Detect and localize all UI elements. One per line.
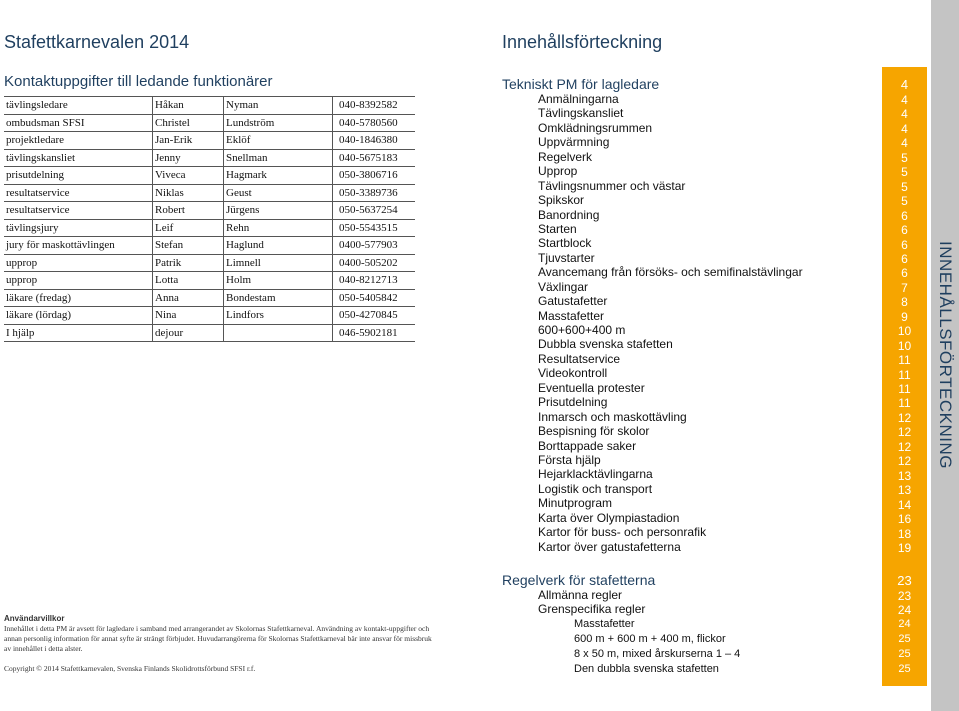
toc-item[interactable]: Omklädningsrummen	[538, 120, 653, 135]
contact-row	[4, 97, 415, 115]
terms-text: Innehållet i detta PM är avsett för lagledare i samband med arrangerandet av Skolornas Stafettkarneval. Användning av kontakt-uppgifter och annan personlig information för annat syfte är strängt förbjudet. Huvudarrangörerna för Skolornas Stafettkarneval bär inte ansvar för missbruk av innehållet i detta alster.	[4, 624, 432, 653]
contact-first: dejour	[153, 324, 224, 342]
page-number: 4	[901, 107, 908, 122]
toc-item[interactable]: Allmänna regler	[538, 588, 623, 602]
contact-row	[4, 254, 415, 272]
contact-role: jury för maskottävlingen	[4, 237, 153, 255]
contacts-table	[4, 96, 415, 342]
copyright: Copyright © 2014 Stafettkarnevalen, Svenska Finlands Skolidrottsförbund SFSI r.f.	[4, 664, 256, 673]
contact-last: Jürgens	[224, 202, 333, 220]
page-number: 16	[897, 512, 912, 527]
contact-role: tävlingskansliet	[4, 149, 153, 167]
page-number: 11	[898, 367, 911, 382]
contact-row	[4, 132, 415, 150]
page-number-column	[882, 67, 927, 686]
contact-last: Holm	[224, 272, 333, 290]
page-number: 10	[897, 338, 912, 353]
page-number: 18	[897, 526, 912, 541]
contact-last: Bondestam	[224, 289, 333, 307]
contact-phone: 040-5780560	[333, 114, 416, 132]
contact-row	[4, 219, 415, 237]
contact-first: Christel	[153, 114, 224, 132]
contact-last: Eklöf	[224, 132, 333, 150]
contact-role: tävlingsledare	[4, 97, 153, 115]
page-number: 6	[901, 223, 908, 238]
page-number: 4	[901, 136, 908, 151]
toc-item[interactable]: Inmarsch och maskottävling	[538, 409, 687, 424]
toc-item[interactable]: Videokontroll	[538, 366, 608, 381]
contact-first: Lotta	[153, 272, 224, 290]
page-number: 5	[901, 194, 908, 209]
toc-item[interactable]: Första hjälp	[538, 452, 601, 467]
contact-row	[4, 324, 415, 342]
toc-item[interactable]: 600+600+400 m	[538, 323, 626, 337]
page-number: 25	[898, 632, 911, 645]
page-number: 4	[901, 93, 908, 107]
toc-rules-heading[interactable]: Regelverk för stafetterna	[502, 572, 656, 588]
toc-item[interactable]: Tävlingsnummer och västar	[538, 178, 686, 193]
page-number: 6	[901, 237, 908, 252]
contact-row	[4, 114, 415, 132]
page-number: 7	[901, 280, 908, 295]
toc-item[interactable]: Bespisning för skolor	[538, 424, 650, 439]
contact-first: Niklas	[153, 184, 224, 202]
page-number: 6	[901, 266, 908, 281]
page-number: 11	[898, 396, 911, 411]
contact-phone: 040-1846380	[333, 132, 416, 150]
toc-subitem[interactable]: 8 x 50 m, mixed årskurserna 1 – 4	[574, 647, 741, 660]
toc-item[interactable]: Hejarklacktävlingarna	[538, 467, 653, 482]
contact-phone: 0400-577903	[333, 237, 416, 255]
toc-item[interactable]: Avancemang från försöks- och semifinalstävlingar	[538, 265, 803, 280]
contact-last: Limnell	[224, 254, 333, 272]
contact-last: Lundström	[224, 114, 333, 132]
contact-row	[4, 272, 415, 290]
contact-phone: 050-5405842	[333, 289, 416, 307]
toc-subitem[interactable]: Den dubbla svenska stafetten	[574, 662, 719, 675]
page-number: 12	[897, 410, 912, 425]
terms-block	[4, 614, 432, 654]
contact-row	[4, 289, 415, 307]
page-number: 25	[898, 647, 911, 660]
page-number: 13	[897, 468, 912, 483]
contact-first: Patrik	[153, 254, 224, 272]
page-number: 10	[897, 324, 912, 339]
contact-first: Jenny	[153, 149, 224, 167]
contact-role: resultatservice	[4, 184, 153, 202]
toc-subitem[interactable]: 600 m + 600 m + 400 m, flickor	[574, 632, 726, 645]
toc-item[interactable]: Kartor över gatustafetterna	[538, 539, 681, 554]
page-number: 23	[897, 589, 912, 603]
page-number: 4	[901, 121, 908, 136]
contact-phone: 050-3806716	[333, 167, 416, 185]
contact-role: upprop	[4, 254, 153, 272]
terms-heading: Användarvillkor	[4, 614, 65, 623]
contact-role: projektledare	[4, 132, 153, 150]
page-number: 5	[901, 179, 908, 194]
page-number: 11	[898, 353, 911, 368]
contact-role: resultatservice	[4, 202, 153, 220]
page-number: 5	[901, 150, 908, 165]
toc-item[interactable]: Tjuvstarter	[538, 250, 595, 265]
contact-row	[4, 307, 415, 325]
toc-item[interactable]: Logistik och transport	[538, 481, 653, 496]
contact-phone: 046-5902181	[333, 324, 416, 342]
contact-phone: 050-3389736	[333, 184, 416, 202]
contact-last: Geust	[224, 184, 333, 202]
toc-item[interactable]: Grenspecifika regler	[538, 602, 646, 617]
page-number: 24	[897, 603, 912, 618]
contact-first: Robert	[153, 202, 224, 220]
contact-row	[4, 202, 415, 220]
contact-first: Leif	[153, 219, 224, 237]
toc-item[interactable]: Dubbla svenska stafetten	[538, 337, 673, 352]
page-number: 8	[901, 295, 908, 310]
contact-last: Rehn	[224, 219, 333, 237]
page-number: 12	[897, 439, 912, 454]
page-number: 5	[901, 165, 908, 180]
page-number: 11	[898, 382, 911, 396]
toc-item[interactable]: Karta över Olympiastadion	[538, 510, 680, 525]
toc-item[interactable]: Eventuella protester	[538, 380, 645, 395]
contact-phone: 050-5637254	[333, 202, 416, 220]
toc-item[interactable]: Regelverk	[538, 149, 593, 164]
toc-item[interactable]: Anmälningarna	[538, 92, 619, 106]
toc-item[interactable]: Gatustafetter	[538, 294, 608, 309]
contact-row	[4, 184, 415, 202]
contact-role: läkare (lördag)	[4, 307, 153, 325]
page-number: 12	[897, 425, 912, 440]
contact-phone: 040-8392582	[333, 97, 416, 115]
page-title-left: Stafettkarnevalen 2014	[4, 32, 190, 52]
page-number: 25	[898, 662, 911, 675]
contact-row	[4, 237, 415, 255]
page-number: 6	[901, 251, 908, 266]
toc-main	[502, 76, 880, 554]
page-number: 6	[901, 208, 908, 223]
contact-first: Stefan	[153, 237, 224, 255]
toc-rules	[502, 572, 880, 677]
page-number: 14	[897, 497, 912, 512]
page-number: 9	[901, 309, 908, 324]
contact-first: Viveca	[153, 167, 224, 185]
toc-item[interactable]: Startblock	[538, 236, 592, 251]
contact-last: Hagmark	[224, 167, 333, 185]
contact-last: Nyman	[224, 97, 333, 115]
contact-last: Haglund	[224, 237, 333, 255]
page-number: 12	[897, 454, 912, 469]
toc-item[interactable]: Prisutdelning	[538, 395, 608, 410]
toc-item[interactable]: Banordning	[538, 207, 600, 222]
page-number: 13	[897, 483, 912, 498]
contact-row	[4, 167, 415, 185]
toc-item[interactable]: Resultatservice	[538, 351, 621, 366]
toc-item[interactable]: Borttappade saker	[538, 438, 637, 453]
page-title-right: Innehållsförteckning	[502, 32, 663, 52]
contact-role: läkare (fredag)	[4, 289, 153, 307]
toc-item[interactable]: Spikskor	[538, 193, 585, 208]
contact-last	[224, 324, 333, 342]
toc-item[interactable]: Tävlingskansliet	[538, 106, 624, 121]
toc-item[interactable]: Starten	[538, 221, 577, 236]
contact-last: Snellman	[224, 149, 333, 167]
contact-role: tävlingsjury	[4, 219, 153, 237]
contact-phone: 050-4270845	[333, 307, 416, 325]
page-number: 19	[897, 540, 912, 555]
page-number: 23	[897, 573, 912, 588]
toc-item[interactable]: Masstafetter	[538, 308, 605, 323]
toc-item[interactable]: Upprop	[538, 164, 578, 179]
contacts-heading: Kontaktuppgifter till ledande funktionärer	[4, 73, 273, 90]
page-number: 4	[900, 77, 909, 92]
contact-first: Anna	[153, 289, 224, 307]
contact-first: Nina	[153, 307, 224, 325]
contact-role: I hjälp	[4, 324, 153, 342]
contact-first: Jan-Erik	[153, 132, 224, 150]
toc-item[interactable]: Kartor för buss- och personrafik	[538, 525, 707, 540]
toc-subitem[interactable]: Masstafetter	[574, 617, 635, 630]
contact-role: ombudsman SFSI	[4, 114, 153, 132]
contact-phone: 050-5543515	[333, 219, 416, 237]
contact-last: Lindfors	[224, 307, 333, 325]
toc-item[interactable]: Växlingar	[538, 279, 589, 294]
toc-item[interactable]: Uppvärmning	[538, 135, 610, 150]
toc-item[interactable]: Minutprogram	[538, 496, 613, 511]
toc-main-heading[interactable]: Tekniskt PM för lagledare	[502, 76, 660, 92]
contact-row	[4, 149, 415, 167]
contact-phone: 040-8212713	[333, 272, 416, 290]
contact-phone: 040-5675183	[333, 149, 416, 167]
side-tab-label: INNEHÅLLSFÖRTECKNING	[936, 241, 955, 469]
contact-role: prisutdelning	[4, 167, 153, 185]
page-number: 24	[898, 617, 911, 630]
contact-phone: 0400-505202	[333, 254, 416, 272]
contact-role: upprop	[4, 272, 153, 290]
contact-first: Håkan	[153, 97, 224, 115]
